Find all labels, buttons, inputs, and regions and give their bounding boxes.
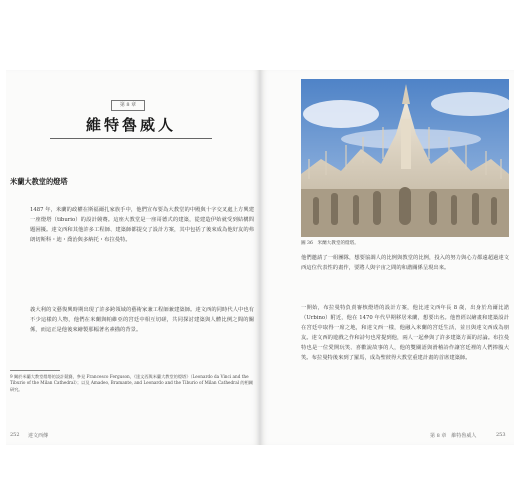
page-number: 252 (10, 432, 20, 438)
chapter-title: 維特魯威人 (85, 116, 176, 134)
cathedral-photo (301, 79, 509, 237)
photo-caption: 圖 36 米蘭大教堂的燈塔。 (301, 241, 359, 246)
running-head: 第 8 章 維特魯威人 (430, 433, 477, 439)
body-paragraph: 他們邀請了一組團隊，想要協調人的比例與教堂的比例，投入的努力與心力都遠超過達文西這位代表性的畫作，要將人與宇宙之間的和諧關係呈現出來。 (301, 255, 509, 271)
body-paragraph: 一開始，布拉曼特負責審核燈塔的設計方案，他比達文西年長 8 歲，出身於烏爾比諾（Urbino）附近，他在 1470 年代早期移居米蘭，想要出名。他曾經以繪畫和建築設計在宮廷中取得一席之地，和達文西一樣，他融入米蘭的宮廷生活，並且與達文西成為朋友。達文西的遊戲之作和詩句也常提到他，兩人一起參與了許多建築方面的討論。布拉曼特也是一位愛開玩笑、喜歡說故事的人，他的雙關語與滑稽詩作讓宮廷裡的人們捧腹大笑。布拉曼特後來到了羅馬，成為聖彼得大教堂重建計畫的首席建築師。 (301, 305, 509, 361)
left-page (6, 70, 260, 445)
section-heading: 米蘭大教堂的燈塔 (10, 177, 68, 186)
page-number: 253 (496, 432, 506, 438)
footnote: 9 關於米蘭大教堂燈塔的設計競賽，參見 Francesco Ferguson，《達文西與米蘭大教堂的燈塔》（Leonardo da Vinci and the Tiburio of the Milan Cathedral）；以及 Amadeo, Bramante, and Leonardo and the Tiburio of Milan Cathedral 的相關研究。 (10, 374, 253, 392)
title-divider (50, 138, 212, 139)
right-page (260, 70, 514, 445)
running-head: 達文西傳 (28, 433, 49, 439)
chapter-label: 第 8 章 (111, 100, 145, 111)
footnote-divider (10, 370, 60, 371)
body-paragraph: 1487 年，米蘭的政權在斯福爾扎家族手中，他們宣布要為大教堂的中殿與十字交叉處上方興建一座燈塔（tiburio）的設計競賽。這座大教堂是一座哥德式的建築，從建造伊始就受到結構問題困擾。達文西和其他許多工程師、建築師都提交了設計方案，其中包括了後來成為他好友的弗朗切斯科・迪・喬治與多納托・布拉曼特。 (30, 207, 254, 243)
body-paragraph: 義大利的文藝復興時期出現了許多跨領域的藝術家兼工程師兼建築師。達文西的同時代人中也有不少這樣的人物，他們在米蘭與帕維亞的宮廷中相互切磋，共同探討建築與人體比例之間的關係，而這正是他後來繪製那幅著名素描的背景。 (30, 307, 254, 333)
